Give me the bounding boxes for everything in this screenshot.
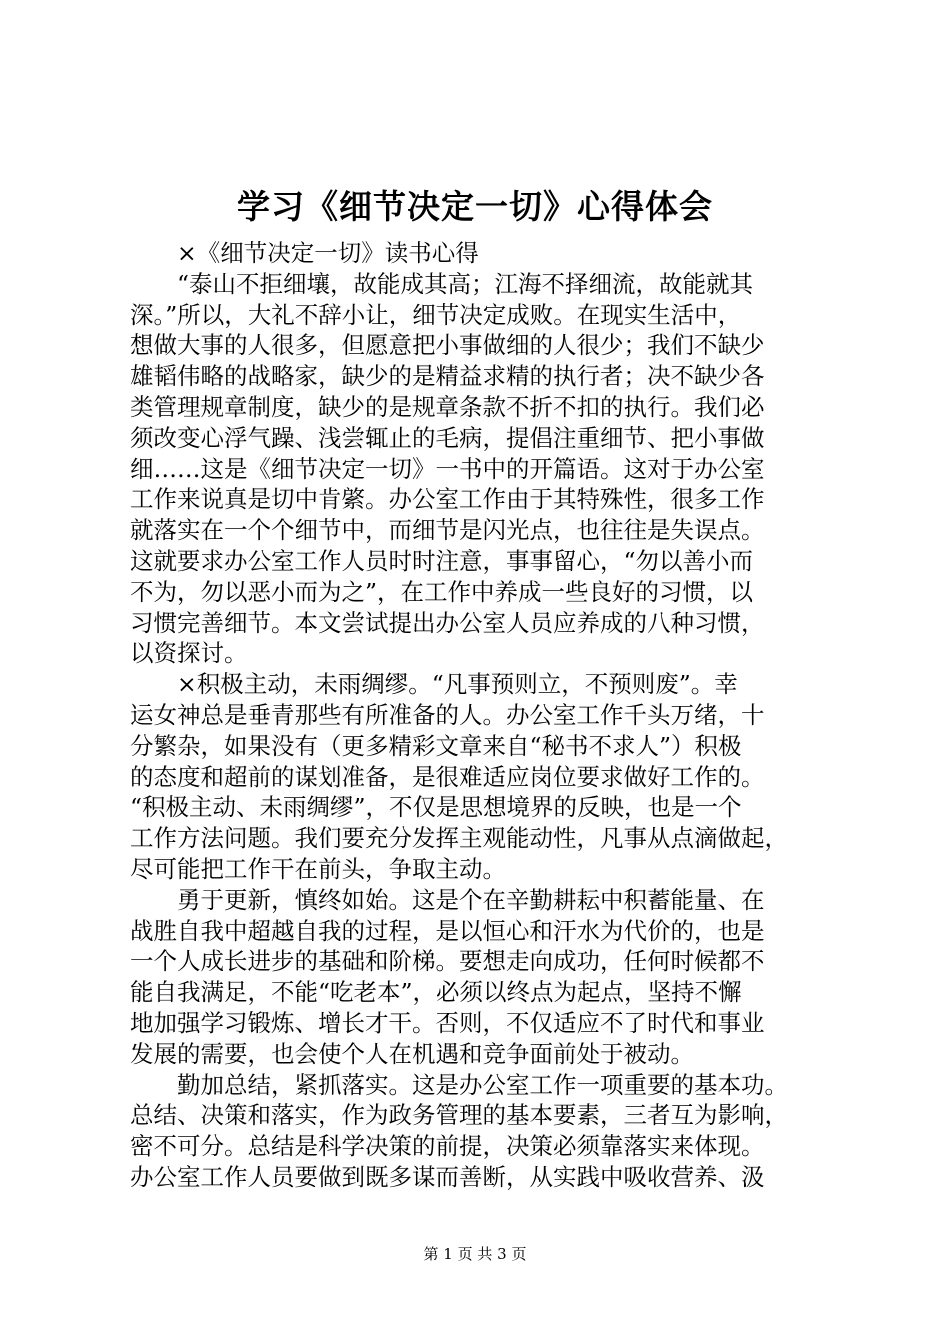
text-line: 以资探讨。 bbox=[130, 639, 248, 668]
text-line: 细……这是《细节决定一切》一书中的开篇语。这对于办公室 bbox=[130, 454, 765, 483]
text-line: 办公室工作人员要做到既多谋而善断，从实践中吸收营养、汲 bbox=[130, 1162, 765, 1191]
text-line: 密不可分。总结是科学决策的前提，决策必须靠落实来体现。 bbox=[130, 1132, 765, 1161]
text-line: 的态度和超前的谋划准备，是很难适应岗位要求做好工作的。 bbox=[130, 762, 765, 791]
text-line: 发展的需要，也会使个人在机遇和竞争面前处于被动。 bbox=[130, 1039, 694, 1068]
text-line: 就落实在一个个细节中，而细节是闪光点，也往往是失误点。 bbox=[130, 516, 765, 545]
text-line: 运女神总是垂青那些有所准备的人。办公室工作千头万绪，十 bbox=[130, 700, 765, 729]
text-line: 工作方法问题。我们要充分发挥主观能动性，凡事从点滴做起， bbox=[130, 824, 788, 853]
text-line: ×积极主动，未雨绸缪。“凡事预则立，不预则废”。幸 bbox=[177, 670, 738, 699]
document-title: 学习《细节决定一切》心得体会 bbox=[237, 187, 713, 226]
text-line: 须改变心浮气躁、浅尝辄止的毛病，提倡注重细节、把小事做 bbox=[130, 423, 765, 452]
text-line: 地加强学习锻炼、增长才干。否则，不仅适应不了时代和事业 bbox=[130, 1008, 765, 1037]
text-line: 类管理规章制度，缺少的是规章条款不折不扣的执行。我们必 bbox=[130, 392, 765, 421]
text-line: 尽可能把工作干在前头，争取主动。 bbox=[130, 854, 506, 883]
text-line: 习惯完善细节。本文尝试提出办公室人员应养成的八种习惯， bbox=[130, 608, 765, 637]
text-line: ×《细节决定一切》读书心得 bbox=[177, 239, 479, 267]
text-line: 雄韬伟略的战略家，缺少的是精益求精的执行者；决不缺少各 bbox=[130, 362, 765, 391]
text-line: 这就要求办公室工作人员时时注意，事事留心，“勿以善小而 bbox=[130, 546, 754, 575]
page-number-footer: 第 1 页 共 3 页 bbox=[423, 1245, 527, 1263]
text-line: 想做大事的人很多，但愿意把小事做细的人很少；我们不缺少 bbox=[130, 331, 765, 360]
text-line: 战胜自我中超越自我的过程，是以恒心和汗水为代价的，也是 bbox=[130, 916, 765, 945]
document-body bbox=[130, 238, 830, 1193]
text-line: 能自我满足，不能“吃老本”，必须以终点为起点，坚持不懈 bbox=[130, 978, 742, 1007]
text-line: 总结、决策和落实，作为政务管理的基本要素，三者互为影响， bbox=[130, 1101, 788, 1130]
text-line: 不为，勿以恶小而为之”，在工作中养成一些良好的习惯，以 bbox=[130, 577, 754, 606]
text-line: 深。”所以，大礼不辞小让，细节决定成败。在现实生活中， bbox=[130, 300, 742, 329]
text-line: 一个人成长进步的基础和阶梯。要想走向成功，任何时候都不 bbox=[130, 947, 765, 976]
text-line: “积极主动、未雨绸缪”，不仅是思想境界的反映，也是一个 bbox=[130, 793, 742, 822]
text-line: 工作来说真是切中肯綮。办公室工作由于其特殊性，很多工作 bbox=[130, 485, 765, 514]
text-line: 分繁杂，如果没有（更多精彩文章来自“秘书不求人”）积极 bbox=[130, 731, 742, 760]
text-line: 勇于更新，慎终如始。这是个在辛勤耕耘中积蓄能量、在 bbox=[177, 885, 765, 914]
text-line: “泰山不拒细壤，故能成其高；江海不择细流，故能就其 bbox=[177, 269, 754, 298]
text-line: 勤加总结，紧抓落实。这是办公室工作一项重要的基本功。 bbox=[177, 1070, 788, 1099]
